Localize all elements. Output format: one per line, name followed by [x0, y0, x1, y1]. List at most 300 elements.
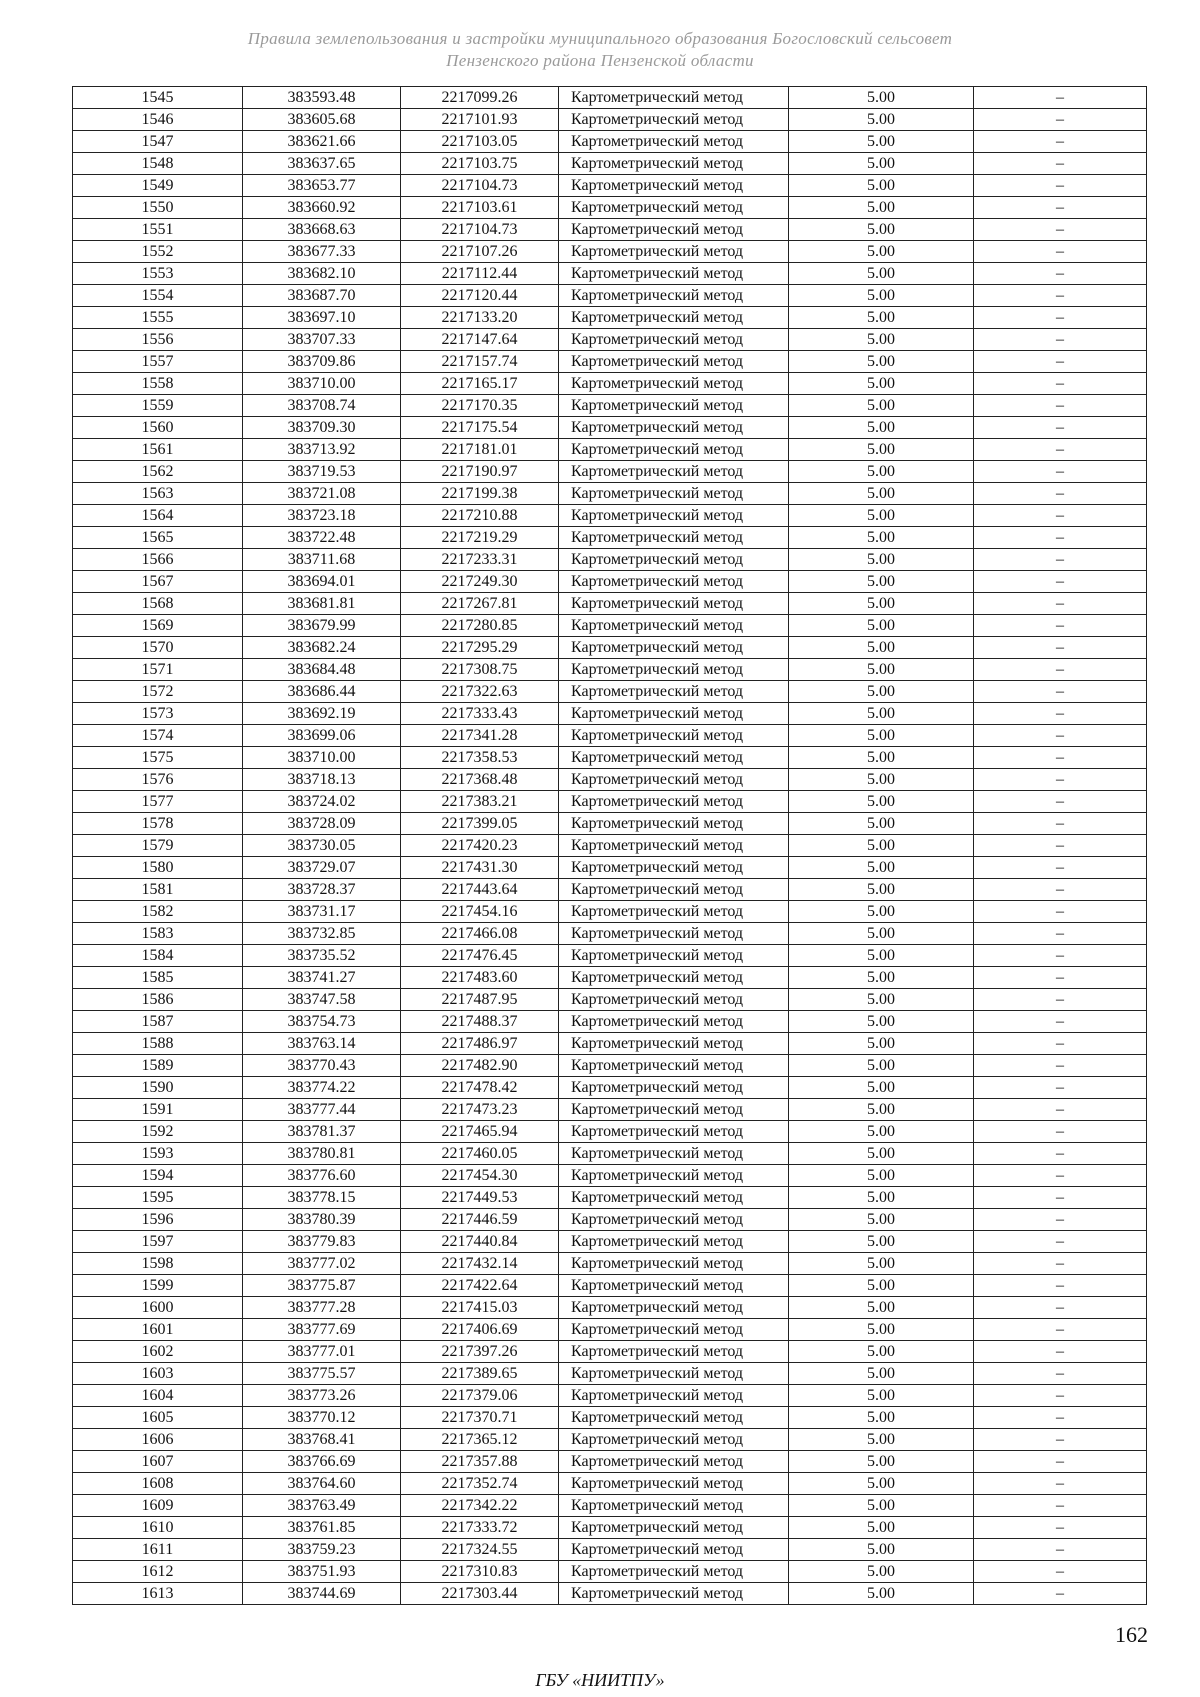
table-row	[73, 1341, 1147, 1363]
method-cell: Картометрический метод	[559, 461, 789, 483]
note-cell: –	[974, 835, 1147, 857]
table-row	[73, 747, 1147, 769]
x-coordinate-cell: 383770.43	[243, 1055, 401, 1077]
note-cell: –	[974, 1165, 1147, 1187]
page-number: 162	[1115, 1622, 1148, 1647]
method-cell: Картометрический метод	[559, 835, 789, 857]
table-row	[73, 1033, 1147, 1055]
x-coordinate-cell: 383637.65	[243, 153, 401, 175]
accuracy-cell: 5.00	[789, 241, 974, 263]
table-row	[73, 505, 1147, 527]
accuracy-cell: 5.00	[789, 1209, 974, 1231]
x-coordinate-cell: 383692.19	[243, 703, 401, 725]
point-number-cell: 1608	[73, 1473, 243, 1495]
y-coordinate-cell: 2217280.85	[401, 615, 559, 637]
note-cell: –	[974, 483, 1147, 505]
method-cell: Картометрический метод	[559, 1099, 789, 1121]
method-cell: Картометрический метод	[559, 1363, 789, 1385]
y-coordinate-cell: 2217460.05	[401, 1143, 559, 1165]
table-row	[73, 527, 1147, 549]
y-coordinate-cell: 2217415.03	[401, 1297, 559, 1319]
table-row	[73, 439, 1147, 461]
table-row	[73, 1143, 1147, 1165]
accuracy-cell: 5.00	[789, 549, 974, 571]
y-coordinate-cell: 2217101.93	[401, 109, 559, 131]
accuracy-cell: 5.00	[789, 637, 974, 659]
x-coordinate-cell: 383766.69	[243, 1451, 401, 1473]
note-cell: –	[974, 1033, 1147, 1055]
point-number-cell: 1574	[73, 725, 243, 747]
x-coordinate-cell: 383777.69	[243, 1319, 401, 1341]
y-coordinate-cell: 2217397.26	[401, 1341, 559, 1363]
y-coordinate-cell: 2217157.74	[401, 351, 559, 373]
note-cell: –	[974, 1187, 1147, 1209]
note-cell: –	[974, 373, 1147, 395]
table-row	[73, 1121, 1147, 1143]
table-row	[73, 593, 1147, 615]
y-coordinate-cell: 2217099.26	[401, 87, 559, 109]
x-coordinate-cell: 383718.13	[243, 769, 401, 791]
note-cell: –	[974, 1385, 1147, 1407]
x-coordinate-cell: 383778.15	[243, 1187, 401, 1209]
accuracy-cell: 5.00	[789, 1231, 974, 1253]
point-number-cell: 1587	[73, 1011, 243, 1033]
accuracy-cell: 5.00	[789, 1033, 974, 1055]
table-row	[73, 131, 1147, 153]
note-cell: –	[974, 1451, 1147, 1473]
accuracy-cell: 5.00	[789, 879, 974, 901]
accuracy-cell: 5.00	[789, 1517, 974, 1539]
point-number-cell: 1599	[73, 1275, 243, 1297]
point-number-cell: 1606	[73, 1429, 243, 1451]
y-coordinate-cell: 2217133.20	[401, 307, 559, 329]
point-number-cell: 1555	[73, 307, 243, 329]
note-cell: –	[974, 1319, 1147, 1341]
table-row	[73, 483, 1147, 505]
accuracy-cell: 5.00	[789, 1561, 974, 1583]
point-number-cell: 1596	[73, 1209, 243, 1231]
note-cell: –	[974, 329, 1147, 351]
table-row	[73, 813, 1147, 835]
point-number-cell: 1571	[73, 659, 243, 681]
table-row	[73, 1517, 1147, 1539]
document-header	[0, 28, 1200, 72]
y-coordinate-cell: 2217333.43	[401, 703, 559, 725]
x-coordinate-cell: 383684.48	[243, 659, 401, 681]
method-cell: Картометрический метод	[559, 263, 789, 285]
note-cell: –	[974, 1077, 1147, 1099]
accuracy-cell: 5.00	[789, 791, 974, 813]
method-cell: Картометрический метод	[559, 1473, 789, 1495]
x-coordinate-cell: 383605.68	[243, 109, 401, 131]
point-number-cell: 1584	[73, 945, 243, 967]
note-cell: –	[974, 351, 1147, 373]
method-cell: Картометрический метод	[559, 681, 789, 703]
x-coordinate-cell: 383754.73	[243, 1011, 401, 1033]
method-cell: Картометрический метод	[559, 659, 789, 681]
point-number-cell: 1567	[73, 571, 243, 593]
accuracy-cell: 5.00	[789, 87, 974, 109]
note-cell: –	[974, 1297, 1147, 1319]
method-cell: Картометрический метод	[559, 1517, 789, 1539]
x-coordinate-cell: 383709.86	[243, 351, 401, 373]
method-cell: Картометрический метод	[559, 1143, 789, 1165]
y-coordinate-cell: 2217103.61	[401, 197, 559, 219]
y-coordinate-cell: 2217454.16	[401, 901, 559, 923]
accuracy-cell: 5.00	[789, 197, 974, 219]
accuracy-cell: 5.00	[789, 1077, 974, 1099]
table-row	[73, 1077, 1147, 1099]
table-row	[73, 791, 1147, 813]
accuracy-cell: 5.00	[789, 923, 974, 945]
table-row	[73, 153, 1147, 175]
note-cell: –	[974, 153, 1147, 175]
x-coordinate-cell: 383781.37	[243, 1121, 401, 1143]
x-coordinate-cell: 383679.99	[243, 615, 401, 637]
accuracy-cell: 5.00	[789, 571, 974, 593]
x-coordinate-cell: 383763.49	[243, 1495, 401, 1517]
y-coordinate-cell: 2217482.90	[401, 1055, 559, 1077]
method-cell: Картометрический метод	[559, 571, 789, 593]
point-number-cell: 1572	[73, 681, 243, 703]
accuracy-cell: 5.00	[789, 1341, 974, 1363]
method-cell: Картометрический метод	[559, 1055, 789, 1077]
method-cell: Картометрический метод	[559, 329, 789, 351]
accuracy-cell: 5.00	[789, 153, 974, 175]
accuracy-cell: 5.00	[789, 813, 974, 835]
x-coordinate-cell: 383711.68	[243, 549, 401, 571]
note-cell: –	[974, 1583, 1147, 1605]
method-cell: Картометрический метод	[559, 1451, 789, 1473]
point-number-cell: 1551	[73, 219, 243, 241]
point-number-cell: 1561	[73, 439, 243, 461]
note-cell: –	[974, 1363, 1147, 1385]
table-row	[73, 1583, 1147, 1605]
accuracy-cell: 5.00	[789, 527, 974, 549]
table-row	[73, 417, 1147, 439]
note-cell: –	[974, 1517, 1147, 1539]
method-cell: Картометрический метод	[559, 1011, 789, 1033]
accuracy-cell: 5.00	[789, 1121, 974, 1143]
table-row	[73, 461, 1147, 483]
method-cell: Картометрический метод	[559, 1209, 789, 1231]
accuracy-cell: 5.00	[789, 263, 974, 285]
note-cell: –	[974, 307, 1147, 329]
method-cell: Картометрический метод	[559, 923, 789, 945]
y-coordinate-cell: 2217310.83	[401, 1561, 559, 1583]
point-number-cell: 1581	[73, 879, 243, 901]
y-coordinate-cell: 2217308.75	[401, 659, 559, 681]
method-cell: Картометрический метод	[559, 791, 789, 813]
table-row	[73, 1363, 1147, 1385]
y-coordinate-cell: 2217449.53	[401, 1187, 559, 1209]
method-cell: Картометрический метод	[559, 989, 789, 1011]
accuracy-cell: 5.00	[789, 1143, 974, 1165]
note-cell: –	[974, 1011, 1147, 1033]
point-number-cell: 1611	[73, 1539, 243, 1561]
y-coordinate-cell: 2217406.69	[401, 1319, 559, 1341]
x-coordinate-cell: 383709.30	[243, 417, 401, 439]
method-cell: Картометрический метод	[559, 1385, 789, 1407]
accuracy-cell: 5.00	[789, 989, 974, 1011]
note-cell: –	[974, 549, 1147, 571]
table-row	[73, 329, 1147, 351]
method-cell: Картометрический метод	[559, 1253, 789, 1275]
note-cell: –	[974, 857, 1147, 879]
point-number-cell: 1597	[73, 1231, 243, 1253]
method-cell: Картометрический метод	[559, 593, 789, 615]
note-cell: –	[974, 1099, 1147, 1121]
table-row	[73, 1561, 1147, 1583]
x-coordinate-cell: 383728.09	[243, 813, 401, 835]
y-coordinate-cell: 2217103.05	[401, 131, 559, 153]
point-number-cell: 1562	[73, 461, 243, 483]
accuracy-cell: 5.00	[789, 1297, 974, 1319]
accuracy-cell: 5.00	[789, 219, 974, 241]
point-number-cell: 1602	[73, 1341, 243, 1363]
y-coordinate-cell: 2217341.28	[401, 725, 559, 747]
method-cell: Картометрический метод	[559, 131, 789, 153]
point-number-cell: 1550	[73, 197, 243, 219]
table-row	[73, 901, 1147, 923]
accuracy-cell: 5.00	[789, 1319, 974, 1341]
method-cell: Картометрический метод	[559, 87, 789, 109]
accuracy-cell: 5.00	[789, 1165, 974, 1187]
coordinates-table	[72, 86, 1147, 1605]
y-coordinate-cell: 2217104.73	[401, 175, 559, 197]
y-coordinate-cell: 2217478.42	[401, 1077, 559, 1099]
y-coordinate-cell: 2217199.38	[401, 483, 559, 505]
y-coordinate-cell: 2217103.75	[401, 153, 559, 175]
accuracy-cell: 5.00	[789, 109, 974, 131]
accuracy-cell: 5.00	[789, 967, 974, 989]
table-row	[73, 1407, 1147, 1429]
table-row	[73, 659, 1147, 681]
y-coordinate-cell: 2217303.44	[401, 1583, 559, 1605]
y-coordinate-cell: 2217147.64	[401, 329, 559, 351]
note-cell: –	[974, 1407, 1147, 1429]
point-number-cell: 1607	[73, 1451, 243, 1473]
method-cell: Картометрический метод	[559, 549, 789, 571]
x-coordinate-cell: 383653.77	[243, 175, 401, 197]
accuracy-cell: 5.00	[789, 1495, 974, 1517]
point-number-cell: 1560	[73, 417, 243, 439]
table-row	[73, 1253, 1147, 1275]
y-coordinate-cell: 2217483.60	[401, 967, 559, 989]
y-coordinate-cell: 2217342.22	[401, 1495, 559, 1517]
table-row	[73, 945, 1147, 967]
note-cell: –	[974, 241, 1147, 263]
method-cell: Картометрический метод	[559, 1319, 789, 1341]
y-coordinate-cell: 2217420.23	[401, 835, 559, 857]
point-number-cell: 1548	[73, 153, 243, 175]
x-coordinate-cell: 383761.85	[243, 1517, 401, 1539]
y-coordinate-cell: 2217352.74	[401, 1473, 559, 1495]
point-number-cell: 1580	[73, 857, 243, 879]
x-coordinate-cell: 383759.23	[243, 1539, 401, 1561]
y-coordinate-cell: 2217181.01	[401, 439, 559, 461]
accuracy-cell: 5.00	[789, 725, 974, 747]
note-cell: –	[974, 527, 1147, 549]
point-number-cell: 1565	[73, 527, 243, 549]
table-row	[73, 1539, 1147, 1561]
note-cell: –	[974, 1253, 1147, 1275]
point-number-cell: 1563	[73, 483, 243, 505]
x-coordinate-cell: 383763.14	[243, 1033, 401, 1055]
method-cell: Картометрический метод	[559, 351, 789, 373]
note-cell: –	[974, 1143, 1147, 1165]
note-cell: –	[974, 1473, 1147, 1495]
header-line-1: Правила землепользования и застройки муниципального образования Богословский сельсовет	[247, 29, 953, 48]
method-cell: Картометрический метод	[559, 637, 789, 659]
x-coordinate-cell: 383668.63	[243, 219, 401, 241]
note-cell: –	[974, 769, 1147, 791]
accuracy-cell: 5.00	[789, 857, 974, 879]
method-cell: Картометрический метод	[559, 1165, 789, 1187]
method-cell: Картометрический метод	[559, 1583, 789, 1605]
method-cell: Картометрический метод	[559, 1231, 789, 1253]
accuracy-cell: 5.00	[789, 1363, 974, 1385]
point-number-cell: 1610	[73, 1517, 243, 1539]
note-cell: –	[974, 439, 1147, 461]
method-cell: Картометрический метод	[559, 307, 789, 329]
x-coordinate-cell: 383677.33	[243, 241, 401, 263]
note-cell: –	[974, 967, 1147, 989]
y-coordinate-cell: 2217333.72	[401, 1517, 559, 1539]
x-coordinate-cell: 383699.06	[243, 725, 401, 747]
note-cell: –	[974, 1209, 1147, 1231]
note-cell: –	[974, 1275, 1147, 1297]
table-row	[73, 263, 1147, 285]
x-coordinate-cell: 383735.52	[243, 945, 401, 967]
accuracy-cell: 5.00	[789, 1407, 974, 1429]
x-coordinate-cell: 383774.22	[243, 1077, 401, 1099]
x-coordinate-cell: 383686.44	[243, 681, 401, 703]
accuracy-cell: 5.00	[789, 175, 974, 197]
x-coordinate-cell: 383697.10	[243, 307, 401, 329]
table-row	[73, 1429, 1147, 1451]
point-number-cell: 1569	[73, 615, 243, 637]
note-cell: –	[974, 395, 1147, 417]
x-coordinate-cell: 383732.85	[243, 923, 401, 945]
accuracy-cell: 5.00	[789, 351, 974, 373]
y-coordinate-cell: 2217295.29	[401, 637, 559, 659]
point-number-cell: 1612	[73, 1561, 243, 1583]
method-cell: Картометрический метод	[559, 197, 789, 219]
x-coordinate-cell: 383722.48	[243, 527, 401, 549]
method-cell: Картометрический метод	[559, 175, 789, 197]
table-row	[73, 307, 1147, 329]
accuracy-cell: 5.00	[789, 1275, 974, 1297]
point-number-cell: 1593	[73, 1143, 243, 1165]
x-coordinate-cell: 383660.92	[243, 197, 401, 219]
method-cell: Картометрический метод	[559, 505, 789, 527]
y-coordinate-cell: 2217112.44	[401, 263, 559, 285]
point-number-cell: 1546	[73, 109, 243, 131]
table-row	[73, 615, 1147, 637]
accuracy-cell: 5.00	[789, 1539, 974, 1561]
method-cell: Картометрический метод	[559, 615, 789, 637]
note-cell: –	[974, 1341, 1147, 1363]
x-coordinate-cell: 383764.60	[243, 1473, 401, 1495]
accuracy-cell: 5.00	[789, 1473, 974, 1495]
y-coordinate-cell: 2217446.59	[401, 1209, 559, 1231]
note-cell: –	[974, 197, 1147, 219]
table-row	[73, 241, 1147, 263]
accuracy-cell: 5.00	[789, 747, 974, 769]
method-cell: Картометрический метод	[559, 945, 789, 967]
x-coordinate-cell: 383779.83	[243, 1231, 401, 1253]
accuracy-cell: 5.00	[789, 329, 974, 351]
y-coordinate-cell: 2217466.08	[401, 923, 559, 945]
note-cell: –	[974, 989, 1147, 1011]
accuracy-cell: 5.00	[789, 681, 974, 703]
accuracy-cell: 5.00	[789, 1253, 974, 1275]
accuracy-cell: 5.00	[789, 1055, 974, 1077]
table-row	[73, 87, 1147, 109]
point-number-cell: 1589	[73, 1055, 243, 1077]
x-coordinate-cell: 383710.00	[243, 747, 401, 769]
method-cell: Картометрический метод	[559, 1539, 789, 1561]
note-cell: –	[974, 703, 1147, 725]
table-row	[73, 219, 1147, 241]
method-cell: Картометрический метод	[559, 527, 789, 549]
accuracy-cell: 5.00	[789, 659, 974, 681]
accuracy-cell: 5.00	[789, 1187, 974, 1209]
point-number-cell: 1557	[73, 351, 243, 373]
y-coordinate-cell: 2217488.37	[401, 1011, 559, 1033]
method-cell: Картометрический метод	[559, 1561, 789, 1583]
point-number-cell: 1552	[73, 241, 243, 263]
table-row	[73, 1495, 1147, 1517]
x-coordinate-cell: 383777.28	[243, 1297, 401, 1319]
table-row	[73, 835, 1147, 857]
point-number-cell: 1594	[73, 1165, 243, 1187]
note-cell: –	[974, 1231, 1147, 1253]
x-coordinate-cell: 383621.66	[243, 131, 401, 153]
table-row	[73, 1231, 1147, 1253]
point-number-cell: 1583	[73, 923, 243, 945]
accuracy-cell: 5.00	[789, 901, 974, 923]
accuracy-cell: 5.00	[789, 395, 974, 417]
note-cell: –	[974, 1495, 1147, 1517]
point-number-cell: 1566	[73, 549, 243, 571]
note-cell: –	[974, 1429, 1147, 1451]
accuracy-cell: 5.00	[789, 373, 974, 395]
point-number-cell: 1588	[73, 1033, 243, 1055]
point-number-cell: 1604	[73, 1385, 243, 1407]
x-coordinate-cell: 383593.48	[243, 87, 401, 109]
y-coordinate-cell: 2217399.05	[401, 813, 559, 835]
x-coordinate-cell: 383729.07	[243, 857, 401, 879]
document-footer: ГБУ «НИИТПУ»	[535, 1670, 665, 1690]
x-coordinate-cell: 383713.92	[243, 439, 401, 461]
accuracy-cell: 5.00	[789, 1099, 974, 1121]
x-coordinate-cell: 383744.69	[243, 1583, 401, 1605]
table-row	[73, 1319, 1147, 1341]
method-cell: Картометрический метод	[559, 395, 789, 417]
note-cell: –	[974, 505, 1147, 527]
y-coordinate-cell: 2217322.63	[401, 681, 559, 703]
method-cell: Картометрический метод	[559, 1121, 789, 1143]
y-coordinate-cell: 2217104.73	[401, 219, 559, 241]
note-cell: –	[974, 1561, 1147, 1583]
point-number-cell: 1549	[73, 175, 243, 197]
method-cell: Картометрический метод	[559, 769, 789, 791]
x-coordinate-cell: 383777.01	[243, 1341, 401, 1363]
y-coordinate-cell: 2217379.06	[401, 1385, 559, 1407]
method-cell: Картометрический метод	[559, 1077, 789, 1099]
